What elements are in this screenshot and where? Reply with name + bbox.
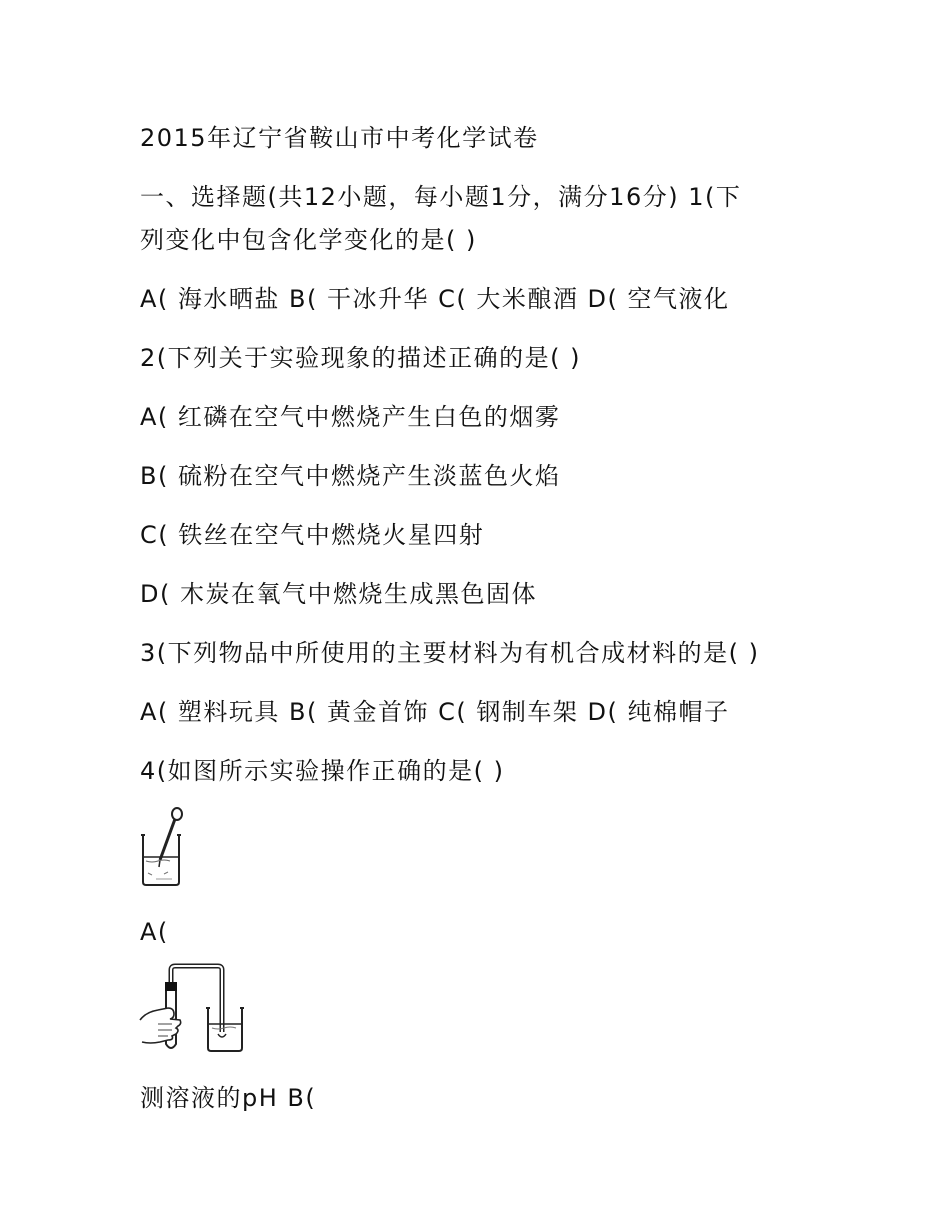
- question-2-option-a: A( 红磷在空气中燃烧产生白色的烟雾: [140, 403, 561, 431]
- question-2-option-c: C( 铁丝在空气中燃烧火星四射: [140, 521, 485, 549]
- airtightness-check-apparatus-icon: [138, 962, 248, 1056]
- question-4-option-a-label: A(: [140, 918, 169, 946]
- question-3-options: A( 塑料玩具 B( 黄金首饰 C( 钢制车架 D( 纯棉帽子: [140, 698, 730, 726]
- section-heading-line-1: 一、选择题(共12小题，每小题1分，满分16分) 1(下: [140, 183, 742, 211]
- question-4-stem: 4(如图所示实验操作正确的是( ): [140, 757, 505, 785]
- question-2-option-b: B( 硫粉在空气中燃烧产生淡蓝色火焰: [140, 462, 561, 490]
- question-2-stem: 2(下列关于实验现象的描述正确的是( ): [140, 344, 581, 372]
- page-title: 2015年辽宁省鞍山市中考化学试卷: [140, 124, 539, 152]
- question-4-option-b-caption: 测溶液的pH B(: [140, 1084, 317, 1112]
- question-2-option-d: D( 木炭在氧气中燃烧生成黑色固体: [140, 580, 537, 608]
- question-3-stem: 3(下列物品中所使用的主要材料为有机合成材料的是( ): [140, 639, 760, 667]
- section-heading-line-2: 列变化中包含化学变化的是( ): [140, 226, 477, 254]
- question-1-options: A( 海水晒盐 B( 干冰升华 C( 大米酿酒 D( 空气液化: [140, 285, 730, 313]
- beaker-with-dropper-icon: [138, 805, 190, 889]
